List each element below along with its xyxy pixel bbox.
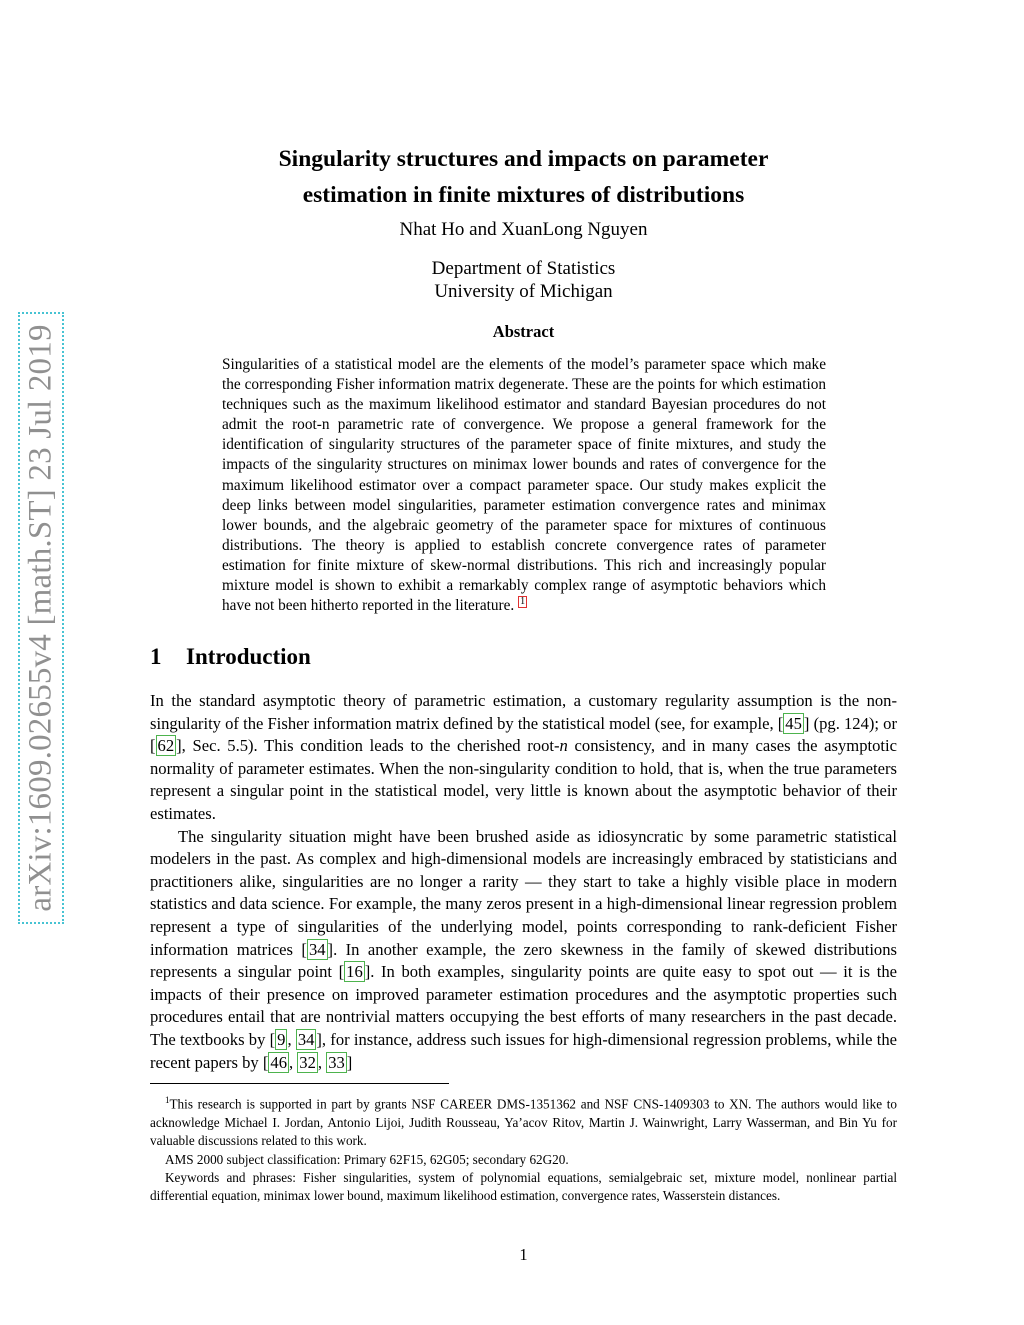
footnote-ams: AMS 2000 subject classification: Primary 62F15, 62G05; secondary 62G20. (165, 1151, 569, 1167)
page-number: 1 (519, 1245, 528, 1264)
footnote-funding (150, 1091, 897, 1151)
title-line-1: Singularity structures and impacts on parameter (278, 146, 769, 172)
abstract-footnote-link[interactable]: 1 (520, 596, 526, 608)
footnote-mark: 1 (165, 1095, 170, 1105)
math-n: n (559, 736, 568, 756)
abstract-text: Singularities of a statistical model are the elements of the model’s parameter space which make the corresponding Fisher information matrix degenerate. These are the points for which estimation techniques such as the maximum likelihood estimator and standard Bayesian procedures do not admit the root-n parametric rate of convergence. We propose a general framework for the identification of singularity structures of the parameter space of finite mixtures, and study the impacts of the singularity structures on minimax lower bounds and rates of convergence for the maximum likelihood estimator over a compact parameter space. Our study makes explicit the deep links between model singularities, parameter estimation convergence rates and minimax lower bounds, and the algebraic geometry of the parameter space for mixtures of continuous distributions. The theory is applied to establish concrete convergence rates of parameter estimation for finite mixture of skew-normal distributions. This rich and increasingly popular mixture model is shown to exhibit a remarkably complex range of asymptotic behaviors which have not been hitherto reported in the literature. (222, 356, 826, 615)
affiliation-university: University of Michigan (434, 281, 613, 302)
paragraph-1 (150, 690, 897, 826)
affiliation (150, 257, 897, 303)
text-run: ] (pg. 124); or [ (150, 713, 898, 756)
authors: Nhat Ho and XuanLong Nguyen (399, 219, 648, 240)
section-heading (150, 644, 311, 670)
citation-link[interactable]: 34 (297, 1029, 315, 1049)
footnotes (150, 1091, 897, 1206)
abstract (222, 355, 826, 616)
text-run: ]. In both examples, singularity points are quite easy to spot out — it is the impacts of their presence on improved parameter estimation procedures and the asymptotic properties such procedures entail that are nontrivial matters occupying the best efforts of many researchers in the past decade. The textbooks by [ (150, 962, 898, 1049)
citation-link[interactable]: 33 (328, 1052, 345, 1072)
citation-link[interactable]: 9 (277, 1029, 286, 1049)
section-title: Introduction (186, 644, 311, 669)
paragraph-2 (150, 826, 897, 1075)
text-run: consistency, and in many cases the asymptotic normality of parameter estimates. When the non-singularity condition to hold, that is, when the true parameters represent a singular point in the statistical model, very little is known about the asymptotic behavior of their estimates. (150, 736, 898, 823)
text-run: , (289, 1052, 298, 1072)
citation-link[interactable]: 34 (308, 939, 326, 959)
citation-link[interactable]: 45 (785, 713, 802, 733)
text-run: , (287, 1029, 296, 1049)
text-run: , (317, 1052, 327, 1072)
text-run: ], for instance, address such issues for high-dimensional regression problems, while the recent papers by [ (150, 1029, 897, 1072)
title-line-2: estimation in finite mixtures of distributions (302, 182, 745, 208)
paper-title (150, 141, 897, 213)
text-run: ]. In another example, the zero skewness in the family of skewed distributions represents a singular point [ (150, 939, 897, 982)
footnote-funding-text: This research is supported in part by grants NSF CAREER DMS-1351362 and NSF CNS-1409303 to XN. The authors would like to acknowledge Michael I. Jordan, Antonio Lijoi, Judith Rousseau, Ya’acov Ritov, Martin J. Wainwright, Larry Wasserman, and Bin Yu for valuable discussions related to this work. (150, 1096, 897, 1149)
body-text (150, 690, 897, 1074)
arxiv-stamp-text: arXiv:1609.02655v4 [math.ST] 23 Jul 2019 (22, 324, 59, 912)
citation-link[interactable]: 46 (270, 1052, 287, 1072)
section-number: 1 (150, 644, 162, 669)
abstract-heading: Abstract (492, 322, 555, 341)
arxiv-stamp (18, 312, 64, 924)
affiliation-department: Department of Statistics (431, 258, 616, 279)
citation-link[interactable]: 32 (299, 1052, 316, 1072)
text-run: The singularity situation might have been brushed aside as idiosyncratic by some parametric statistical modelers in the past. As complex and high-dimensional models are increasingly embraced by statisticians and practitioners alike, singularities are no longer a rarity — they start to take a highly visible place in modern statistics and data science. For example, the many zeros present in a high-dimensional linear regression problem represent a type of singularities of the underlying model, points corresponding to rank-deficient Fisher information matrices [ (150, 826, 897, 959)
footnote-keywords: Keywords and phrases: Fisher singularities, system of polynomial equations, semialgebraic set, mixture model, nonlinear partial differential equation, minimax lower bound, maximum likelihood estimation, convergence rates, Wasserstein distances. (150, 1170, 897, 1204)
citation-link[interactable]: 16 (346, 962, 363, 982)
citation-link[interactable]: 62 (157, 736, 175, 756)
text-run: ], Sec. 5.5). This condition leads to the cherished root- (176, 736, 560, 756)
text-run: ] (346, 1052, 353, 1072)
footnote-divider (150, 1083, 449, 1084)
text-run: In the standard asymptotic theory of parametric estimation, a customary regularity assumption is the non-singularity of the Fisher information matrix defined by the statistical model (see, for example, [ (150, 691, 897, 733)
